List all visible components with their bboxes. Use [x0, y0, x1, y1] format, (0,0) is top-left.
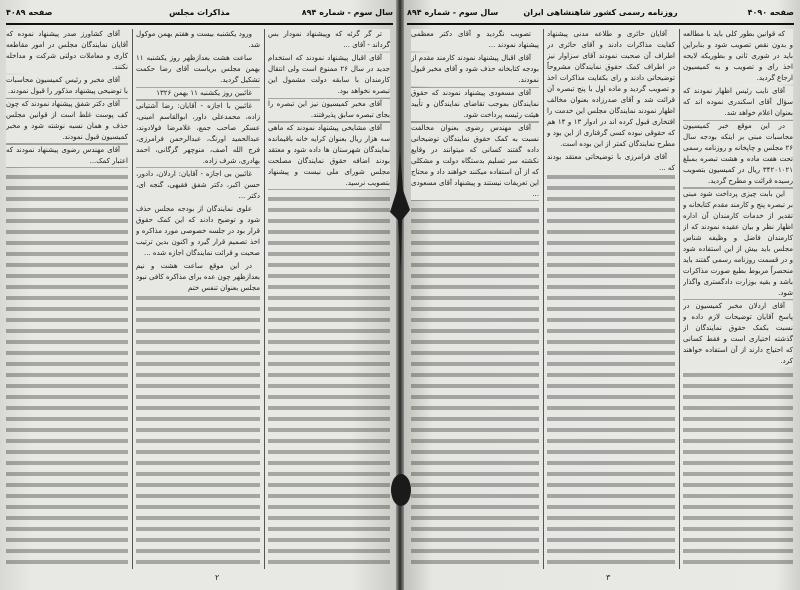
column-1: [6, 29, 128, 569]
paragraph: آقای اقبال پیشنهاد نمودند کارمند مقدم از بودجه کتابخانه حذف شود و آقای مخبر قبول نمودند.: [411, 54, 539, 84]
column-2: [136, 29, 260, 569]
column-2: [547, 29, 675, 569]
column-3: [683, 29, 793, 569]
paragraph: که قوانین بطور کلی باید با مطالعه و بدون نقص تصویب شود و بنابراین باید در شوری ثانی و بطوریکه لایحه اخذ رای و تصویب و به کمیسیون ارجاع گردید.: [683, 30, 793, 82]
paragraph: آقایان حائری و طلاعه مدنی پیشنهاد کفایت مذاکرات دادند و آقای حائری در اطراف آن صحبت نمودند آقای سزاوار نیز در اطراف کمک حقوق نمایندگان مشروحاً توضیحاتی دادند و رای بکفایت مذاکرات اخذ و تصویب گردید و ماده اول با پنج تبصره آن قرائت شد و آقای صدرزاده بعنوان مخالف اظهار نمودند نمایندگان مجلس این خدمت را افتخاری قبول کرده اند در ادوار ۱۳ و ۱۴ هم که حقوقی نبوده کسی گرفتاری از این بود و مطرح نمایندگان کمتر از این بوده است.: [547, 30, 675, 148]
paragraph: در این موقع ساعت هشت و نیم بعدازظهر چون عده برای مذاکره کافی نبود مجلس بعنوان تنفس ختم: [136, 262, 260, 292]
left-page: [0, 0, 399, 590]
header-rule: [6, 23, 393, 25]
newspaper-title: روزنامه رسمی کشور شاهنشاهی ایران: [523, 8, 678, 17]
paragraph: آقای مهندس رضوی پیشنهاد نمودند که اعتبار کمک...: [6, 146, 128, 165]
paragraph: تر گر گرئه که وپیشنهاد نمودار بس گرداند - آقای ...: [268, 30, 390, 49]
ink-blot: [385, 150, 415, 270]
paragraph: آقای اردلان مخبر کمیسیون در پاسخ آقایان توضیحات لازم داده و نسبت بکمک حقوق نمایندگان از گذشته اختیاری است و فقط کسانی که احتیاج دارند از آن استفاده خواهند کرد.: [683, 302, 793, 365]
page-number: صفحه ۴۰۹۰: [747, 8, 794, 17]
folio: ۲: [215, 573, 220, 582]
paragraph: آقای کشاورز صدر پیشنهاد نموده که آقایان نمایندگان مجلس در امور مقاطعه کاری و معاملات دولتی شرکت و مداخله نکنند.: [6, 30, 128, 71]
paragraph: آقای مخبر و رئیس کمیسیون محاسبات با توضیحی پیشنهاد مذکور را قبول نمودند.: [6, 76, 128, 95]
right-page-header: [407, 8, 794, 22]
left-page-header: [6, 8, 393, 22]
issue-number: سال سوم - شماره ۸۹۴: [407, 8, 499, 17]
column-divider: [679, 29, 680, 569]
paragraph: ساعت هشت بعدازظهر روز یکشنبه ۱۱ بهمن مجلس بریاست آقای رضا حکمت تشکیل گردید.: [136, 54, 260, 84]
paragraph: آقای مخبر کمیسیون نیز این تبصره را بجای تبصره سابق پذیرفتند.: [268, 100, 390, 119]
paragraph: آقای مشایخی پیشنهاد نمودند که ماهی سه هزار ریال بعنوان کرایه خانه باقیمانده نمایندگان شهرستان ها داده شود و معتقد بودند اضافه حقوق نمایندگان مصلحت مجلس شورای ملی نیست و پیشنهاد بتصویب نرسید.: [268, 124, 390, 187]
column-divider: [264, 29, 265, 569]
paragraph: غائبین با اجازه - آقایان: رضا آشتیانی زاده، محمدعلی داور، ابوالقاسم امینی، عسکر صاحب جمع، غلامرضا فولادوند، عبدالحمید اورنگ، عبدالرحمن فرامرزی، فرج الله آصف، منوچهر گرگانی، احمد بهادری، شرف زاده.: [136, 102, 260, 165]
column-3: [268, 29, 390, 569]
paragraph: این بابت چیزی پرداخت شود مبنی بر تبصره پنج و کارمند مقدم کتابخانه و تقدیر از خدمات کارمندان آن اداره اظهار نظر و بیان عقیده نمودند که از کارمندان فاضل و وظیفه شناس مجلس باید بیش از این استفاده شود و در قسمت روزنامه رسمی گفتند باید منحصراً مربوط بطبع صورت مذاکرات باشد و بقیه بوزارت دادگستری واگذار شود.: [683, 190, 793, 297]
right-page: [401, 0, 800, 590]
paragraph: آقای دکتر شفق پیشنهاد نمودند که چون کف پوست غلط است از قوانین مجلس حذف و همان نسبه نوشته شود و مخبر کمیسیون قبول نمودند.: [6, 100, 128, 141]
paragraph: در این موقع خبر کمیسیون محاسبات مبنی بر اینکه بودجه سال ۲۶ مجلس و چاپخانه و روزنامه رسمی تحت هفت ماده و هشت تبصره بمبلغ ۳۴۲۰۱۰۲۱ ریال در کمیسیون بتصویب رسیده قرائت و مطرح گردید.: [683, 122, 793, 185]
column-divider: [543, 29, 544, 569]
column-divider: [132, 29, 133, 569]
paragraph: تصویب نگردید و آقای دکتر معظمی پیشنهاد نمودند ...: [411, 30, 539, 49]
paragraph: غائبین روز یکشنبه ۱۱ بهمن ۱۳۲۶: [136, 88, 260, 99]
paragraph: آقای مهندس رضوی بعنوان مخالفت نسبت به کمک حقوق نمایندگان توضیحاتی داده گفتند کسانی که میتوانند در وقایع نکشته سر تسلیم بدستگاه دولت و مشکلی که از آن استفاده میکنند خواهند داد و محتاج این تعریفات نیستند و پیشنهاد آقای مسعودی ...: [411, 124, 539, 198]
paragraph: غائبین بی اجازه - آقایان: اردلان، دادور، حسن اکبر، دکتر شفق فقیهی، گنجه ای، دکتر ...: [136, 170, 260, 200]
paragraph: علوی نمایندگان از بودجه مجلس حذف شود و توضیح دادند که این کمک حقوق قرار بود در جلسه خصوصی مورد مذاکره و اخذ تصمیم قرار گیرد و اکنون بدین ترتیب صحبت و قرائت نمایندگان اجازه شده ...: [136, 205, 260, 257]
column-1: [411, 29, 539, 569]
paragraph: ورود یکشنبه بیست و هفتم بهمن موکول شد.: [136, 30, 260, 49]
header-rule: [407, 23, 794, 25]
paragraph: آقای نایب رئیس اظهار نمودند که سؤال آقای اسکندری نموده اند که بعنوان اعلام خواهد شد.: [683, 87, 793, 117]
paragraph: آقای فرامرزی با توضیحاتی معتقد بودند که ...: [547, 153, 675, 172]
ink-blot: [388, 470, 414, 510]
issue-number: سال سوم - شماره ۸۹۴: [301, 8, 393, 17]
paragraph: آقای مسعودی پیشنهاد نمودند که حقوق نمایندگان بموجب تقاضای نمایندگان و تأیید هیئت رئیسه پرداخت شود.: [411, 89, 539, 119]
folio: ۳: [606, 573, 611, 582]
page-number: صفحه ۴۰۸۹: [6, 8, 53, 17]
paragraph: آقای اقبال پیشنهاد نمودند که استخدام جدید در سال ۲۶ ممنوع است ولی انتقال کارمندان با سابقه دولت مشمول این تبصره نخواهد بود.: [268, 54, 390, 95]
section-title: مذاکرات مجلس: [169, 8, 230, 17]
